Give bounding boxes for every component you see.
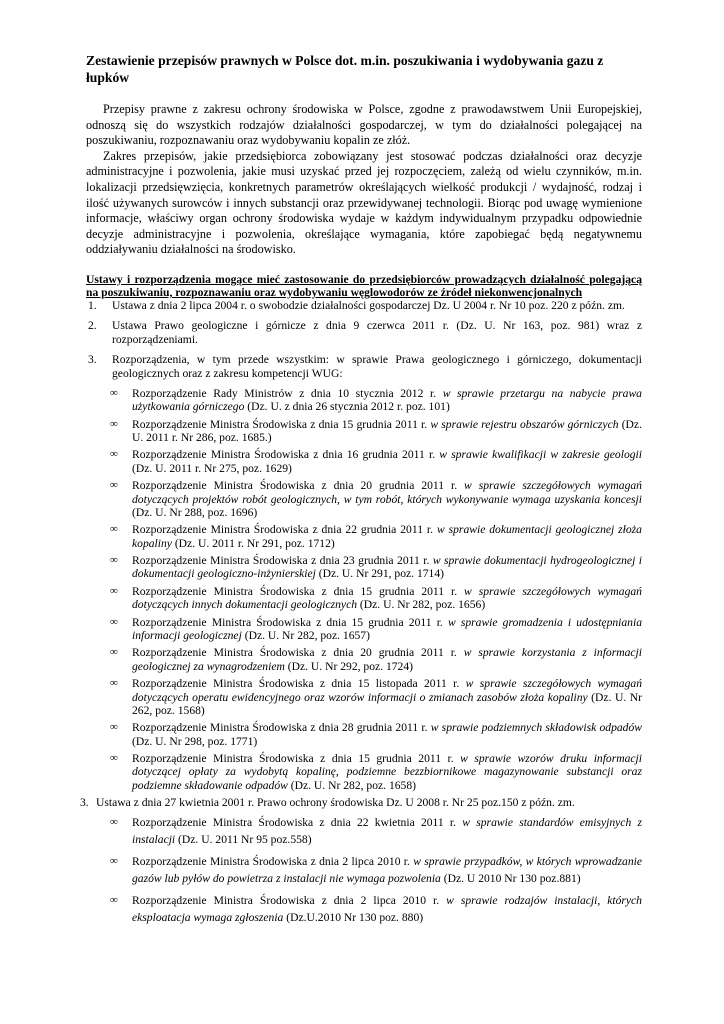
regulation-item: ∞ Rozporządzenie Ministra Środowiska z dnia 16 grudnia 2011 r. w sprawie kwalifikacji w zakresie geologii (Dz. U. 2011 r. Nr 275, poz. 1629) [110, 448, 642, 475]
infinity-bullet-icon: ∞ [110, 448, 118, 461]
regulation-item: ∞ Rozporządzenie Ministra Środowiska z dnia 15 grudnia 2011 r. w sprawie szczegółowych wymagań dotyczących innych dokumentacji geologicznych (Dz. U. Nr 282, poz. 1656) [110, 584, 642, 612]
regulation-item: ∞ Rozporządzenie Ministra Środowiska z dnia 23 grudnia 2011 r. w sprawie dokumentacji hydrogeologicznej i dokumentacji geologiczno-inżynierskiej (Dz. U. Nr 291, poz. 1714) [110, 554, 642, 581]
list-number: 3. [88, 352, 97, 366]
infinity-bullet-icon: ∞ [110, 752, 118, 765]
infinity-bullet-icon: ∞ [110, 855, 118, 868]
intro-paragraph-2: Zakres przepisów, jakie przedsiębiorca zobowiązany jest stosować podczas działalności oraz decyzje administracyjne i pozwolenia, jakie musi uzyskać przed jej rozpoczęciem, zależą od wielu czynników, m.in. lokalizacji przedsięwzięcia, konkretnych parametrów określających wielkość produkcji / wydajność, rodzaj i ilość używanych surowców i innych substancji oraz przewidywanej technologii. Biorąc pod uwagę wymienione informacje, właściwy organ ochrony środowiska wydaje w każdym indywidualnym przypadku odpowiednie decyzje administracyjne i pozwolenia, określające wymagania, które zapobiegać będą negatywnemu oddziaływaniu działalności na środowisko. [86, 148, 642, 257]
infinity-bullet-icon: ∞ [110, 417, 118, 430]
document-title: Zestawienie przepisów prawnych w Polsce dot. m.in. poszukiwania i wydobywania gazu z łupków [86, 53, 604, 85]
regulation-item: ∞ Rozporządzenie Ministra Środowiska z dnia 20 grudnia 2011 r. w sprawie korzystania z informacji geologicznej za wynagrodzeniem (Dz. U. Nr 292, poz. 1724) [110, 646, 642, 673]
regulation-item: ∞ Rozporządzenie Ministra Środowiska z dnia 22 kwietnia 2011 r. w sprawie standardów emisyjnych z instalacji (Dz. U. 2011 Nr 95 poz.558) [110, 816, 642, 847]
infinity-bullet-icon: ∞ [110, 894, 118, 907]
list-item-text: Ustawa Prawo geologiczne i górnicze z dnia 9 czerwca 2011 r. (Dz. U. Nr 163, poz. 981) wraz z rozporządzeniami. [112, 318, 642, 347]
infinity-bullet-icon: ∞ [110, 584, 118, 597]
infinity-bullet-icon: ∞ [110, 816, 118, 829]
list-item-3 [86, 353, 642, 382]
infinity-bullet-icon: ∞ [110, 523, 118, 536]
regulation-item: ∞ Rozporządzenie Ministra Środowiska z dnia 15 grudnia 2011 r. w sprawie wzorów druku informacji dotyczącej opłaty za wydobytą kopalinę, podziemne bezzbiornikowe magazynowanie substancji oraz podziemne składowanie odpadów (Dz. U. Nr 282, poz. 1658) [110, 752, 642, 792]
infinity-bullet-icon: ∞ [110, 615, 118, 628]
regulation-item: ∞ Rozporządzenie Ministra Środowiska z dnia 15 grudnia 2011 r. w sprawie gromadzenia i udostępniania informacji geologicznej (Dz. U. Nr 282, poz. 1657) [110, 615, 642, 642]
regulation-item: ∞ Rozporządzenie Ministra Środowiska z dnia 28 grudnia 2011 r. w sprawie podziemnych składowisk odpadów (Dz. U. Nr 298, poz. 1771) [110, 721, 642, 748]
list-number: 3. [80, 796, 89, 810]
infinity-bullet-icon: ∞ [110, 554, 118, 567]
section-title: Ustawy i rozporządzenia mogące mieć zastosowanie do przedsiębiorców prowadzących działalność polegającą na poszukiwaniu, rozpoznawaniu oraz wydobywaniu węglowodorów ze źródeł niekonwencjonalnych [86, 272, 642, 299]
regulation-item: ∞ Rozporządzenie Ministra Środowiska z dnia 2 lipca 2010 r. w sprawie przypadków, w których wprowadzanie gazów lub pyłów do powietrza z instalacji nie wymaga pozwolenia (Dz. U 2010 Nr 130 poz.881) [110, 855, 642, 886]
intro-paragraph-1: Przepisy prawne z zakresu ochrony środowiska w Polsce, zgodne z prawodawstwem Unii Europejskiej, odnoszą się do wszystkich rodzajów działalności gospodarczej, w tym do działalności polegającej na poszukiwaniu, rozpoznawaniu oraz wydobywaniu kopalin ze złóż. [86, 102, 642, 148]
list-item-text: Ustawa z dnia 27 kwietnia 2001 r. Prawo ochrony środowiska Dz. U 2008 r. Nr 25 poz.150 z późn. zm. [96, 796, 575, 810]
list-number: 2. [88, 318, 97, 332]
infinity-bullet-icon: ∞ [110, 646, 118, 659]
list-item-4 [80, 796, 642, 810]
regulation-item: ∞ Rozporządzenie Ministra Środowiska z dnia 22 grudnia 2011 r. w sprawie dokumentacji geologicznej złoża kopaliny (Dz. U. 2011 r. Nr 291, poz. 1712) [110, 523, 642, 550]
document-page [80, 52, 642, 931]
infinity-bullet-icon: ∞ [110, 386, 118, 399]
environment-regulation-list [86, 814, 642, 926]
regulation-item: ∞ Rozporządzenie Ministra Środowiska z dnia 15 grudnia 2011 r. w sprawie rejestru obszarów górniczych (Dz. U. 2011 r. Nr 286, poz. 1685.) [110, 417, 642, 444]
regulation-item: ∞ Rozporządzenie Rady Ministrów z dnia 10 stycznia 2012 r. w sprawie przetargu na nabycie prawa użytkowania górniczego (Dz. U. z dnia 26 stycznia 2012 r. poz. 101) [110, 386, 642, 414]
infinity-bullet-icon: ∞ [110, 479, 118, 492]
infinity-bullet-icon: ∞ [110, 677, 118, 690]
regulation-item: ∞ Rozporządzenie Ministra Środowiska z dnia 15 listopada 2011 r. w sprawie szczegółowych wymagań dotyczących operatu ewidencyjnego oraz wzorów informacji o zmianach zasobów złoża kopaliny (Dz. U. Nr 262, poz. 1568) [110, 677, 642, 717]
infinity-bullet-icon: ∞ [110, 721, 118, 734]
list-item-1 [86, 299, 642, 314]
list-number: 1. [88, 298, 97, 312]
regulation-item: ∞ Rozporządzenie Ministra Środowiska z dnia 20 grudnia 2011 r. w sprawie szczegółowych wymagań dotyczących projektów robót geologicznych, w tym robót, których wykonywanie wymaga uzyskania koncesji (Dz. U. Nr 288, poz. 1696) [110, 479, 642, 519]
list-item-text: Rozporządzenia, w tym przede wszystkim: w sprawie Prawa geologicznego i górniczego, dokumentacji geologicznych oraz z zakresu kompetencji WUG: [112, 352, 642, 381]
regulation-list [86, 387, 642, 792]
list-item-2 [86, 319, 642, 348]
regulation-item: ∞ Rozporządzenie Ministra Środowiska z dnia 2 lipca 2010 r. w sprawie rodzajów instalacji, których eksploatacja wymaga zgłoszenia (Dz.U.2010 Nr 130 poz. 880) [110, 894, 642, 925]
list-item-text: Ustawa z dnia 2 lipca 2004 r. o swobodzie działalności gospodarczej Dz. U 2004 r. Nr 10 poz. 220 z późn. zm. [112, 298, 625, 312]
